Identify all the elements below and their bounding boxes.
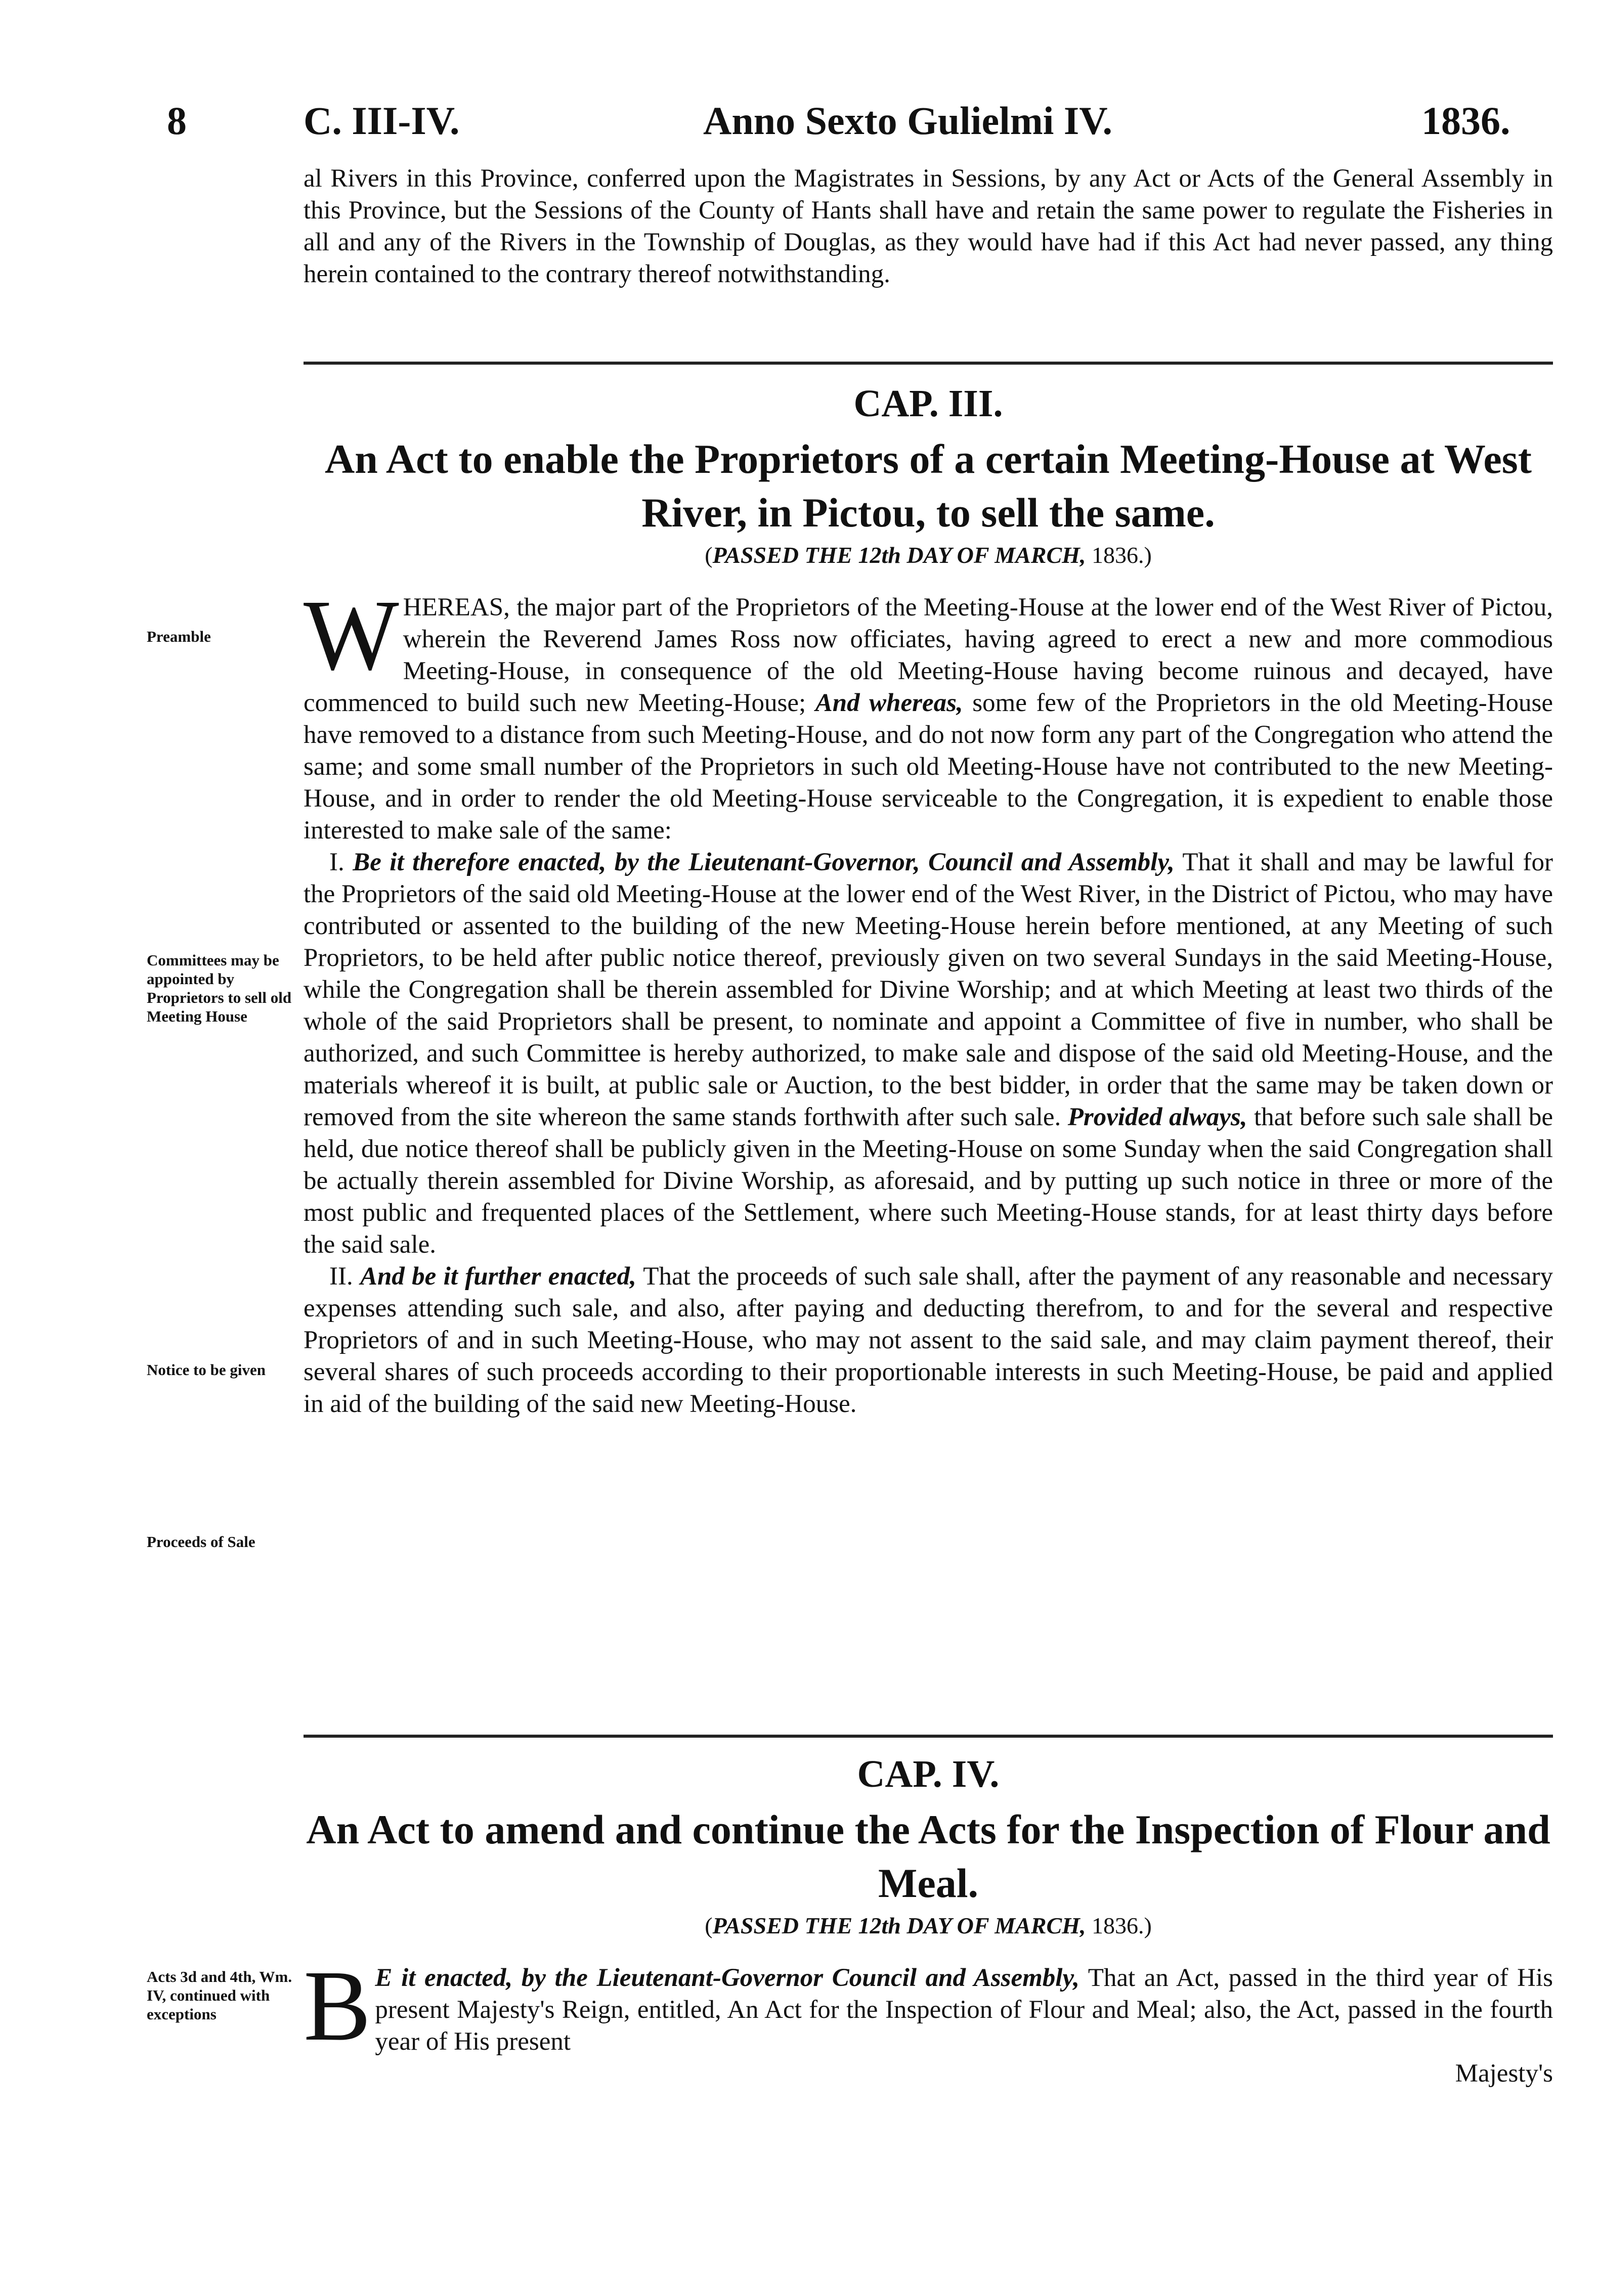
dropcap-w: W [304,580,399,691]
intro-paragraph: al Rivers in this Province, conferred upon the Magistrates in Sessions, by any Act or Acts of the General Assembly in this Province, but the Sessions of the County of Hants shall have and retain the same power to regulate the Fisheries in all and any of the Rivers in the Township of Douglas, as they would have had if this Act had never passed, any thing herein contained to the contrary thereof notwithstanding. [304,164,1553,288]
section-1-text-a: That it shall and may be lawful for the Proprietors of the said old Meeting-House at the lower end of the West River, in the District of Pictou, who may have contributed or assented to the building of the new Meeting-House herein before mentioned, at any Meeting of such Proprietors, to be held after public notice thereof, previously given on two several Sundays in the said Meeting-House, while the Congregation shall be therein assembled for Divine Worship; and at which Meeting at least two thirds of the whole of the said Proprietors shall be present, to nominate and appoint a Committee of five in number, who shall be authorized, and such Committee is hereby authorized, to make sale and dispose of the said old Meeting-House, and the materials whereof it is built, at public sale or Auction, to the best bidder, in order that the same may be taken down or removed from the site whereon the same stands forthwith after such sale. [304,848,1553,1131]
section-1-enacting-clause: Be it therefore enacted, by the Lieutenant-Governor, Council and Assembly, [353,848,1175,876]
page-number: 8 [167,99,187,143]
section-2-enacting-clause: And be it further enacted, [360,1262,636,1291]
section-2-text: That the proceeds of such sale shall, after the payment of any reasonable and necessary expenses attending such sale, and also, after paying and deducting therefrom, to and for the several and respective Proprietors of and in such Meeting-House, who may not assent to the said sale, and may claim payment thereof, their several shares of such proceeds according to their proportionable interests in such Meeting-House, be paid and applied in aid of the building of the said new Meeting-House. [304,1262,1553,1418]
margin-note-acts: Acts 3d and 4th, Wm. IV, continued with exceptions [147,1968,292,2023]
preamble-text-b: some few of the Proprietors in the old Meeting-House have removed to a distance from such Meeting-House, and do not now form any part of the Congregation who attend the same; and some small number of the Proprietors in such old Meeting-House have not contributed to the new Meeting-House, and in order to render the old Meeting-House serviceable to the Congregation, it is expedient to enable those interested to make sale of the same: [304,689,1553,845]
dropcap-b: B [304,1950,371,2062]
section-1-proviso: Provided always, [1067,1103,1247,1131]
catchword: Majesty's [1455,2059,1553,2088]
chapter-range: C. III-IV. [304,99,460,143]
running-title: Anno Sexto Gulielmi IV. [703,99,1113,143]
cap-4-heading: CAP. IV. [857,1753,1000,1795]
section-divider [304,1735,1553,1738]
cap-3-title: An Act to enable the Proprietors of a certain Meeting-House at West River, in Pictou, to sell the same. [325,436,1532,536]
cap-3-heading: CAP. III. [853,382,1003,425]
margin-note-proceeds: Proceeds of Sale [147,1533,255,1551]
margin-note-committee: Committees may be appointed by Proprietors to sell old Meeting House [147,951,292,1025]
cap-4-enacting-clause: E it enacted, by the Lieutenant-Governor Council and Assembly, [375,1964,1079,1992]
section-1-text-b: that before such sale shall be held, due notice thereof shall be publicly given in the Meeting-House on some Sunday when the said Congregation shall be actually therein assembled for Divine Worship, as aforesaid, and by putting up such notice in three or more of the most public and frequented places of the Settlement, where such Meeting-House stands, for at least thirty days before the said sale. [304,1103,1553,1259]
margin-note-preamble: Preamble [147,628,211,645]
cap-4-text: That an Act, passed in the third year of His present Majesty's Reign, entitled, An Act for the Inspection of Flour and Meal; also, the Act, passed in the fourth year of His present [375,1964,1553,2056]
cap-4-passed-date: (PASSED THE 12th DAY OF MARCH, 1836.) [705,1913,1152,1938]
cap-3-body [304,580,1553,1420]
cap-4-title: An Act to amend and continue the Acts for the Inspection of Flour and Meal. [306,1806,1550,1906]
preamble-text-a: HEREAS, the major part of the Proprietors of the Meeting-House at the lower end of the West River of Pictou, wherein the Reverend James Ross now officiates, having agreed to erect a new and more commodious Meeting-House, in consequence of the old Meeting-House having become ruinous and decayed, have commenced to build such new Meeting-House; [304,593,1553,717]
preamble-whereas: And whereas, [815,689,963,717]
running-year: 1836. [1421,99,1510,143]
cap-3-passed-date: (PASSED THE 12th DAY OF MARCH, 1836.) [705,542,1152,568]
cap-4-body [304,1950,1553,2090]
section-2-number: II. [329,1262,353,1291]
margin-note-notice: Notice to be given [147,1361,266,1379]
section-1-number: I. [329,848,344,876]
section-divider [304,362,1553,365]
